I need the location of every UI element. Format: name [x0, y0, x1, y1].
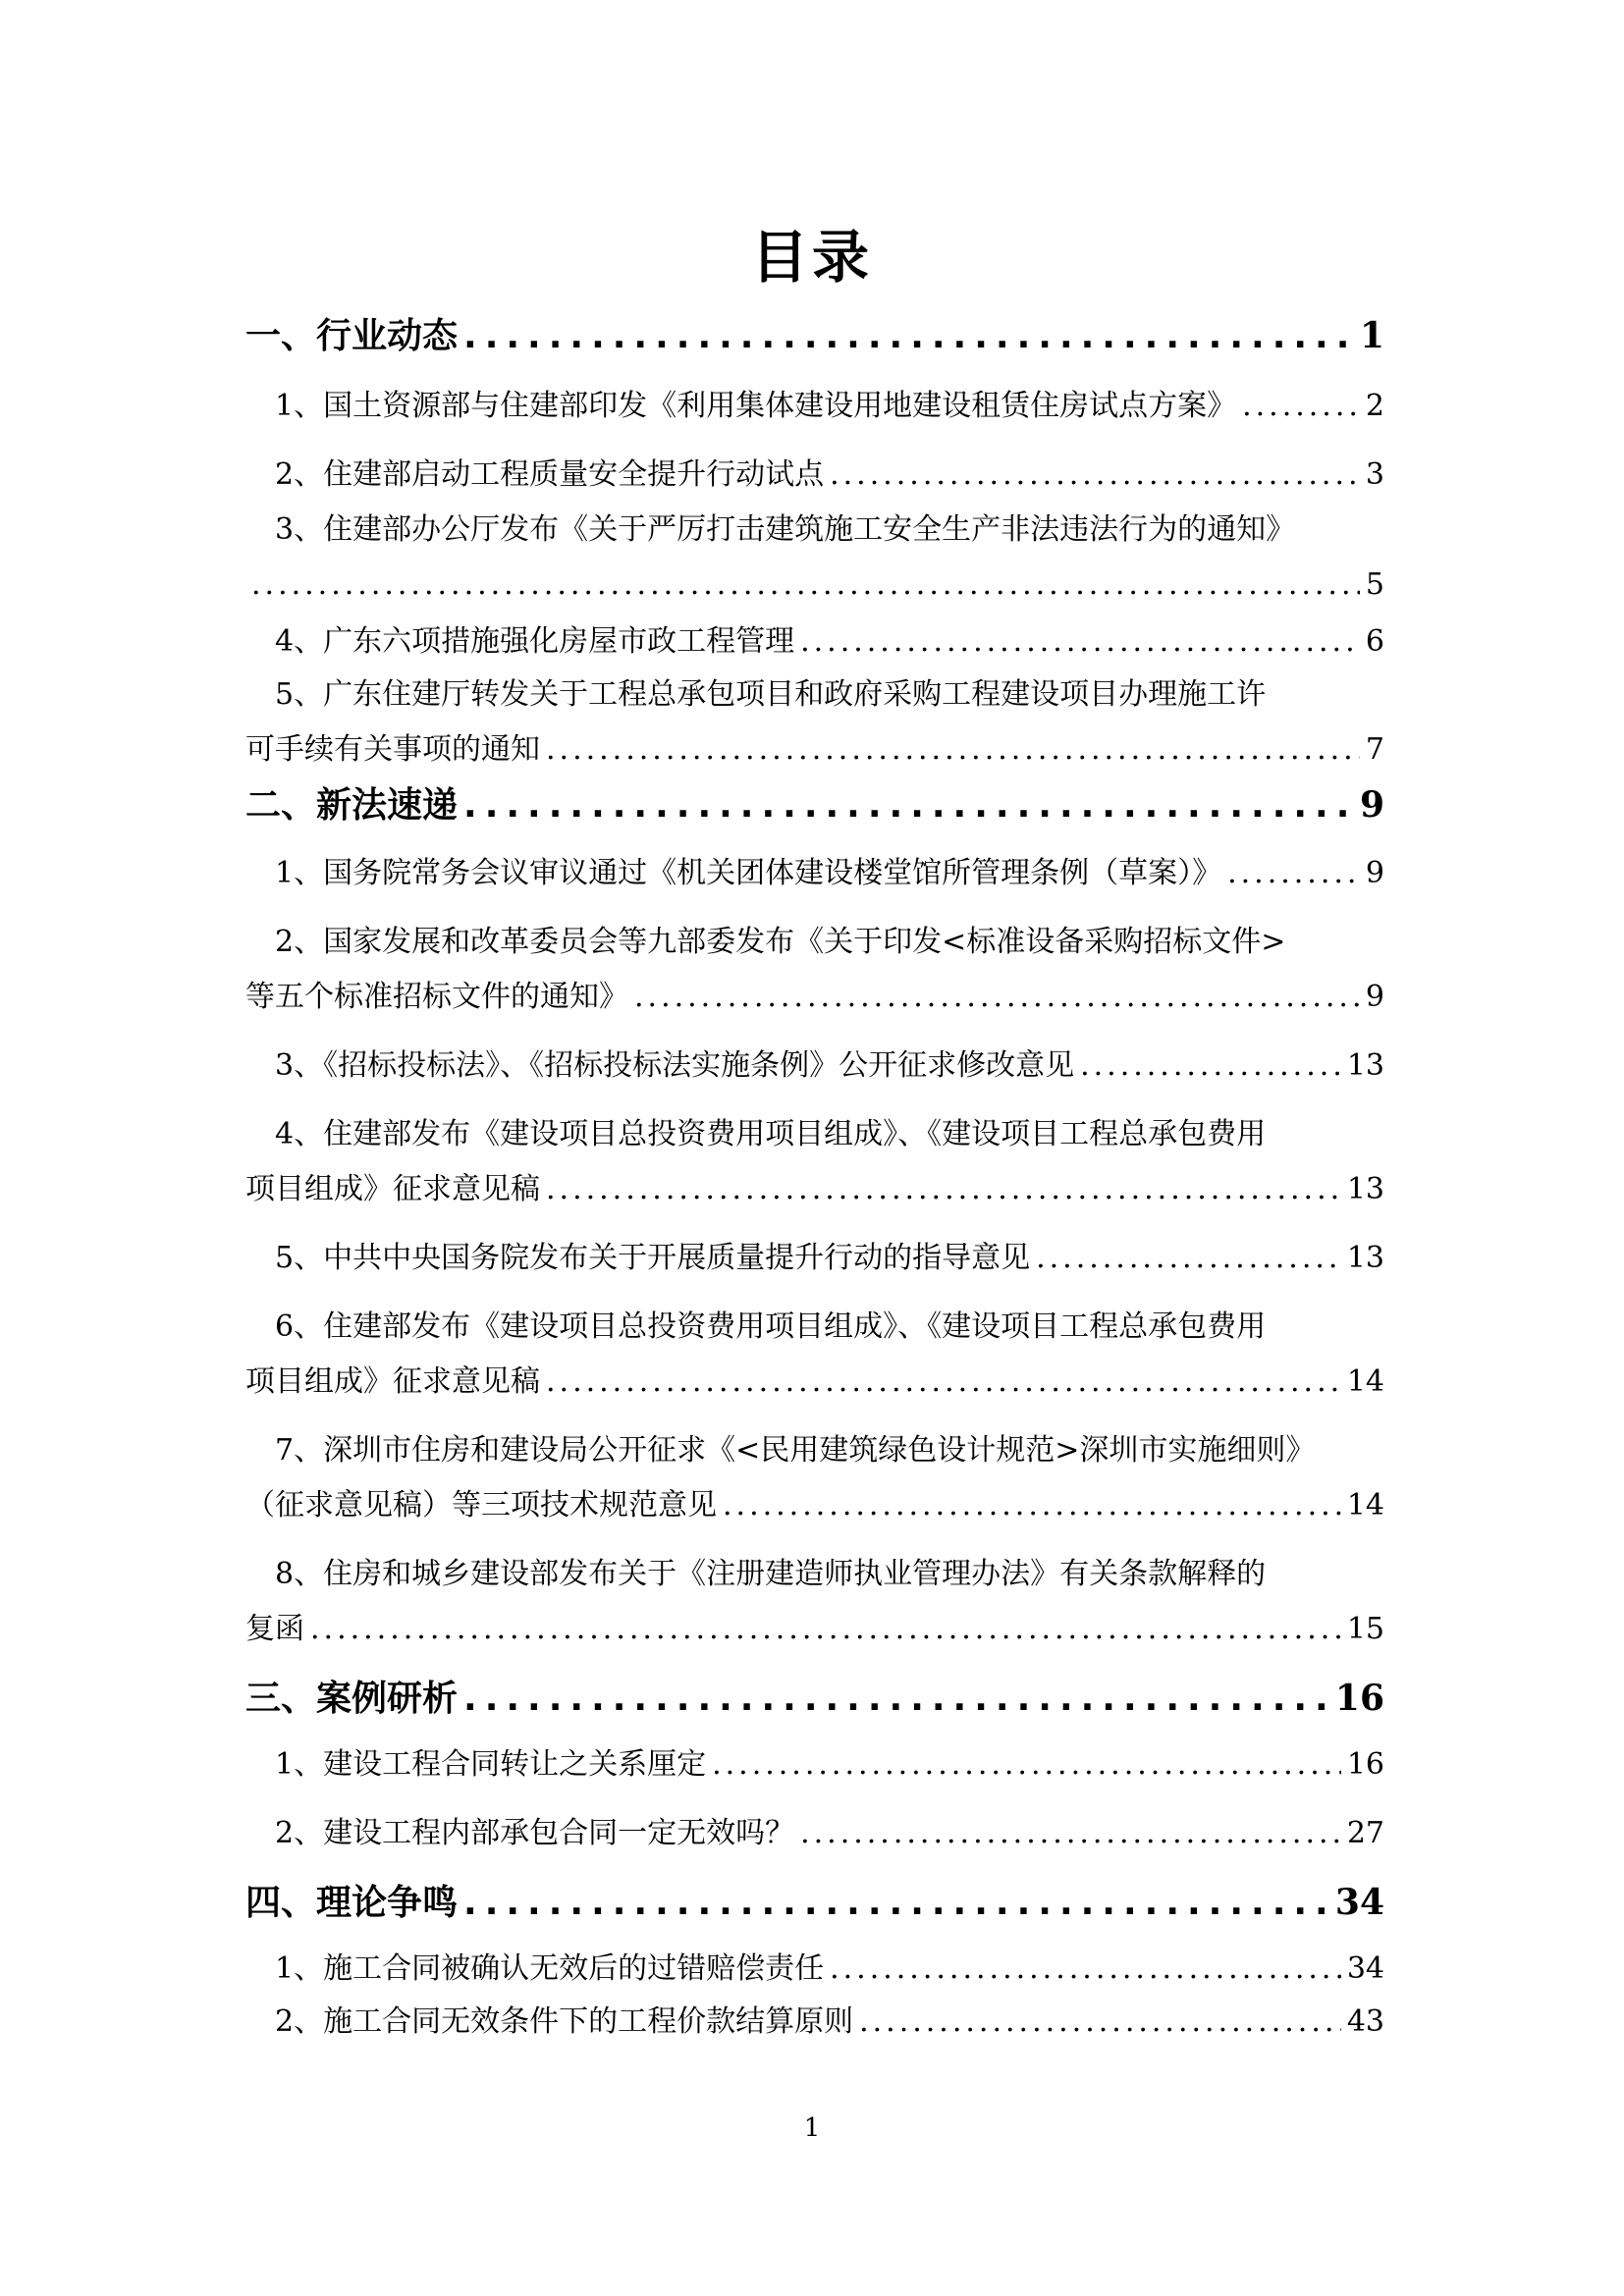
- toc-entry-text: 项目组成》征求意见稿: [245, 1172, 540, 1206]
- toc-entry[interactable]: [245, 1743, 1384, 1787]
- toc-page-number: 16: [1334, 1678, 1384, 1719]
- toc-leader-dots: [1227, 852, 1360, 895]
- toc-page-number: 3: [1365, 457, 1384, 492]
- toc-page-number: 13: [1346, 1241, 1384, 1275]
- toc-entry-text: 复函: [245, 1612, 304, 1646]
- toc-leader-dots: [463, 313, 1354, 359]
- toc-page-number: 9: [1359, 784, 1384, 826]
- toc-entry-text: 3、住建部办公厅发布《关于严厉打击建筑施工安全生产非法违法行为的通知》: [275, 512, 1296, 547]
- page-title: 目录: [750, 224, 873, 291]
- toc-page-number: 9: [1365, 980, 1384, 1014]
- toc-leader-dots: [712, 1743, 1341, 1787]
- toc-leader-dots: [251, 563, 1360, 607]
- toc-page-number: 1: [1359, 315, 1384, 356]
- toc-leader-dots: [463, 1676, 1329, 1722]
- toc-entry-text: 1、施工合同被确认无效后的过错赔偿责任: [275, 1951, 825, 1986]
- toc-leader-dots: [546, 1361, 1341, 1404]
- toc-entry-continuation[interactable]: [245, 728, 1384, 772]
- toc-leader-dots: [723, 1484, 1341, 1527]
- toc-entry-text: 2、施工合同无效条件下的工程价款结算原则: [275, 2004, 854, 2039]
- toc-entry[interactable]: [245, 1044, 1384, 1088]
- toc-entry-text: 7、深圳市住房和建设局公开征求《<民用建筑绿色设计规范>深圳市实施细则》: [275, 1433, 1316, 1468]
- toc-entry[interactable]: [245, 508, 1384, 552]
- toc-page-number: 34: [1346, 1951, 1384, 1986]
- toc-page-number: 7: [1365, 732, 1384, 767]
- toc-page-number: 34: [1334, 1882, 1384, 1923]
- toc-leader-dots: [859, 2001, 1341, 2044]
- toc-entry-continuation[interactable]: [245, 1168, 1384, 1211]
- toc-section-title: 一、行业动态: [245, 316, 459, 356]
- toc-entry[interactable]: [245, 673, 1384, 717]
- toc-entry-text: 2、国家发展和改革委员会等九部委发布《关于印发<标准设备采购招标文件>: [275, 925, 1286, 959]
- toc-leader-dots: [310, 1608, 1341, 1651]
- toc-page-number: 13: [1346, 1172, 1384, 1206]
- toc-entry-text: 1、建设工程合同转让之关系厘定: [275, 1747, 707, 1782]
- toc-entry-text: 可手续有关事项的通知: [245, 732, 540, 767]
- toc-entry-text: 1、国务院常务会议审议通过《机关团体建设楼堂馆所管理条例（草案）》: [275, 856, 1222, 890]
- toc-entry-text: 5、广东住建厅转发关于工程总承包项目和政府采购工程建设项目办理施工许: [275, 677, 1267, 712]
- toc-entry[interactable]: [245, 1948, 1384, 1991]
- toc-entry-text: 3、《招标投标法》、《招标投标法实施条例》公开征求修改意见: [275, 1048, 1075, 1083]
- toc-section-heading[interactable]: [245, 1879, 1384, 1926]
- toc-section-heading[interactable]: [245, 312, 1384, 359]
- toc-entry[interactable]: [245, 1553, 1384, 1596]
- toc-entry[interactable]: [245, 454, 1384, 497]
- toc-entry-continuation[interactable]: [245, 1361, 1384, 1404]
- toc-section-title: 二、新法速递: [245, 785, 459, 826]
- toc-leader-dots: [546, 728, 1360, 772]
- toc-entry-text: 2、住建部启动工程质量安全提升行动试点: [275, 457, 825, 492]
- toc-entry[interactable]: [245, 852, 1384, 895]
- toc-page-number: 15: [1346, 1612, 1384, 1646]
- toc-page-number: 16: [1346, 1747, 1384, 1782]
- toc-leader-dots: [463, 782, 1354, 828]
- toc-leader-dots: [830, 454, 1360, 497]
- toc-entry-continuation[interactable]: [245, 976, 1384, 1019]
- toc-entry-text: 5、中共中央国务院发布关于开展质量提升行动的指导意见: [275, 1241, 1031, 1275]
- toc-page-number: 2: [1365, 389, 1384, 423]
- toc-section-heading[interactable]: [245, 1675, 1384, 1722]
- toc-entry[interactable]: [245, 1113, 1384, 1156]
- toc-page-number: 14: [1346, 1364, 1384, 1399]
- toc-leader-dots: [800, 1812, 1341, 1855]
- toc-leader-dots: [546, 1168, 1341, 1211]
- toc-page-number: 27: [1346, 1816, 1384, 1850]
- toc-leader-dots: [1080, 1044, 1341, 1088]
- toc-entry[interactable]: [245, 620, 1384, 664]
- toc-leader-dots: [463, 1880, 1329, 1926]
- toc-entry[interactable]: [245, 2001, 1384, 2044]
- toc-leader-dots: [830, 1948, 1341, 1991]
- toc-section-title: 三、案例研析: [245, 1679, 459, 1719]
- toc-page-number: 5: [1365, 567, 1384, 602]
- toc-entry-text: 等五个标准招标文件的通知》: [245, 980, 628, 1014]
- toc-entry[interactable]: [245, 1812, 1384, 1855]
- toc-page-number: 9: [1365, 856, 1384, 890]
- toc-page-number: 43: [1346, 2004, 1384, 2039]
- toc-entry[interactable]: [245, 1306, 1384, 1349]
- toc-entry-text: 2、建设工程内部承包合同一定无效吗？: [275, 1816, 795, 1850]
- toc-entry-text: 4、广东六项措施强化房屋市政工程管理: [275, 624, 795, 659]
- toc-leader-dots: [1242, 385, 1360, 428]
- toc-entry-text: 4、住建部发布《建设项目总投资费用项目组成》、《建设项目工程总承包费用: [275, 1117, 1267, 1151]
- toc-page-number: 6: [1365, 624, 1384, 659]
- footer-page-number: 1: [803, 2113, 821, 2143]
- toc-entry[interactable]: [245, 1237, 1384, 1280]
- toc-entry[interactable]: [245, 1429, 1384, 1472]
- toc-section-title: 四、理论争鸣: [245, 1883, 459, 1923]
- toc-entry-text: 项目组成》征求意见稿: [245, 1364, 540, 1399]
- toc-entry-continuation[interactable]: [245, 1608, 1384, 1651]
- toc-entry-continuation[interactable]: [245, 1484, 1384, 1527]
- toc-entry-text: 8、住房和城乡建设部发布关于《注册建造师执业管理办法》有关条款解释的: [275, 1557, 1267, 1591]
- toc-entry-text: 1、国土资源部与住建部印发《利用集体建设用地建设租赁住房试点方案》: [275, 389, 1237, 423]
- toc-section-heading[interactable]: [245, 781, 1384, 828]
- toc-entry[interactable]: [245, 921, 1384, 964]
- toc-entry[interactable]: [245, 385, 1384, 428]
- toc-page-number: 13: [1346, 1048, 1384, 1083]
- toc-entry-text: （征求意见稿）等三项技术规范意见: [245, 1488, 717, 1522]
- toc-entry-continuation[interactable]: [245, 563, 1384, 607]
- toc-leader-dots: [800, 620, 1360, 664]
- toc-entry-text: 6、住建部发布《建设项目总投资费用项目组成》、《建设项目工程总承包费用: [275, 1309, 1267, 1344]
- toc-page-number: 14: [1346, 1488, 1384, 1522]
- toc-leader-dots: [634, 976, 1360, 1019]
- toc-leader-dots: [1036, 1237, 1341, 1280]
